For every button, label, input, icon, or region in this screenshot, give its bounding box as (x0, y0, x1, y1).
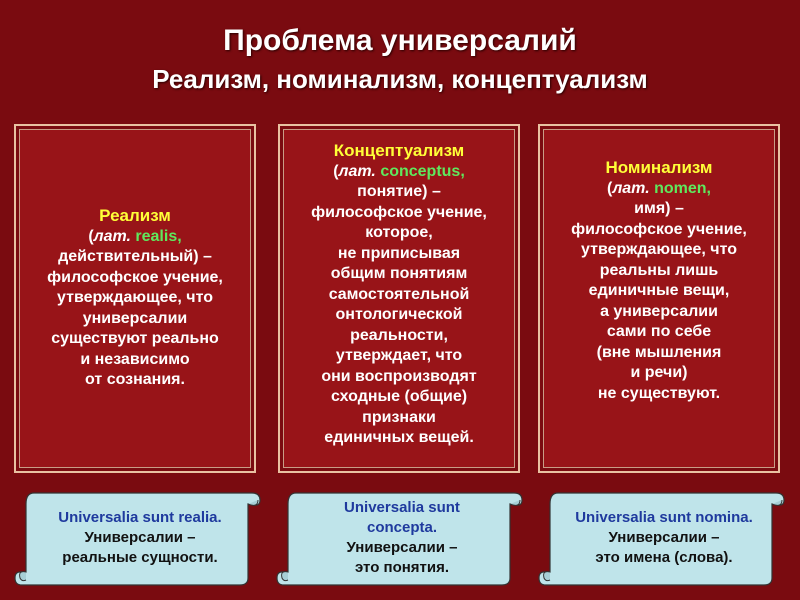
conceptualism-text-line: онтологической (335, 306, 463, 323)
conceptualism-text-line: признаки (362, 408, 436, 426)
realism-text-line: универсалии (82, 309, 188, 327)
nominalism-latin-line: (лат. nomen, (607, 179, 711, 197)
latin-abbr: лат. (338, 162, 376, 180)
realism-scroll-line: Универсалии – (84, 529, 196, 546)
nominalism-text-line: а универсалии (600, 302, 718, 320)
nominalism-text-line: единичные вещи, (588, 282, 730, 299)
slide-subtitle: Реализм, номинализм, концептуализм (152, 64, 648, 94)
realism-latin-phrase: Universalia sunt realia. (58, 509, 222, 526)
realism-text-line: философское учение, (47, 268, 223, 286)
nominalism-text-line: имя) – (634, 200, 684, 217)
nominalism-text-line: и речи) (630, 364, 688, 381)
realism-text-line: действительный) – (58, 248, 212, 266)
nominalism-scroll-text (562, 498, 766, 578)
conceptualism-text-line: утверждает, что (335, 347, 463, 364)
realism-scroll-text (38, 498, 242, 578)
conceptualism-latin-phrase-2: concepta. (366, 519, 438, 536)
nominalism-scroll (536, 486, 788, 590)
conceptualism-scroll-line: это понятия. (354, 559, 450, 576)
conceptualism-text-line: единичных вещей. (324, 429, 474, 446)
realism-panel (14, 124, 256, 473)
realism-text-line: и независимо (80, 350, 190, 368)
conceptualism-panel (278, 124, 520, 473)
nominalism-text-line: реальны лишь (599, 261, 719, 279)
nominalism-text-line: не существуют. (597, 384, 721, 402)
conceptualism-scroll (274, 486, 526, 590)
slide-title: Проблема универсалий (223, 24, 577, 57)
conceptualism-scroll-text (300, 498, 504, 578)
conceptualism-text-line: сходные (общие) (330, 388, 468, 405)
realism-latin-line: (лат. realis, (88, 227, 182, 245)
conceptualism-text-line: они воспроизводят (321, 367, 477, 385)
nominalism-scroll-line: Универсалии – (608, 529, 720, 546)
conceptualism-latin-phrase-1: Universalia sunt (344, 499, 460, 516)
nominalism-panel-body (543, 129, 775, 468)
conceptualism-text-line: философское учение, (311, 203, 487, 221)
nominalism-scroll-line: это имена (слова). (595, 549, 733, 566)
conceptualism-text-line: не приписывая (337, 244, 461, 262)
conceptualism-text-line: самостоятельной (328, 285, 470, 303)
nominalism-text-line: сами по себе (606, 323, 712, 340)
realism-scroll-line: реальные сущности. (62, 549, 218, 566)
conceptualism-text-line: которое, (365, 224, 433, 241)
conceptualism-latin-line: (лат. conceptus, (333, 162, 465, 180)
conceptualism-text-line: понятие) – (357, 183, 441, 200)
nominalism-text-line: утверждающее, что (581, 241, 737, 258)
realism-panel-body (19, 129, 251, 468)
realism-latin-word: realis, (135, 227, 182, 245)
conceptualism-text-line: реальности, (350, 326, 448, 344)
nominalism-heading: Номинализм (605, 158, 713, 177)
conceptualism-text-line: общим понятиям (330, 265, 468, 282)
conceptualism-latin-word: conceptus, (380, 162, 465, 180)
latin-abbr: лат. (612, 179, 650, 197)
realism-text-line: существуют реально (51, 330, 219, 348)
realism-text-line: от сознания. (85, 371, 185, 389)
nominalism-panel (538, 124, 780, 473)
conceptualism-panel-body (283, 129, 515, 468)
realism-text-line: утверждающее, что (57, 289, 213, 307)
realism-scroll (12, 486, 264, 590)
nominalism-text-line: (вне мышления (596, 343, 722, 361)
nominalism-latin-word: nomen, (654, 179, 711, 197)
conceptualism-scroll-line: Универсалии – (346, 539, 458, 556)
conceptualism-heading: Концептуализм (333, 141, 465, 160)
latin-abbr: лат. (93, 227, 131, 245)
nominalism-text-line: философское учение, (571, 220, 747, 238)
realism-heading: Реализм (99, 206, 171, 226)
nominalism-latin-phrase: Universalia sunt nomina. (575, 509, 753, 526)
